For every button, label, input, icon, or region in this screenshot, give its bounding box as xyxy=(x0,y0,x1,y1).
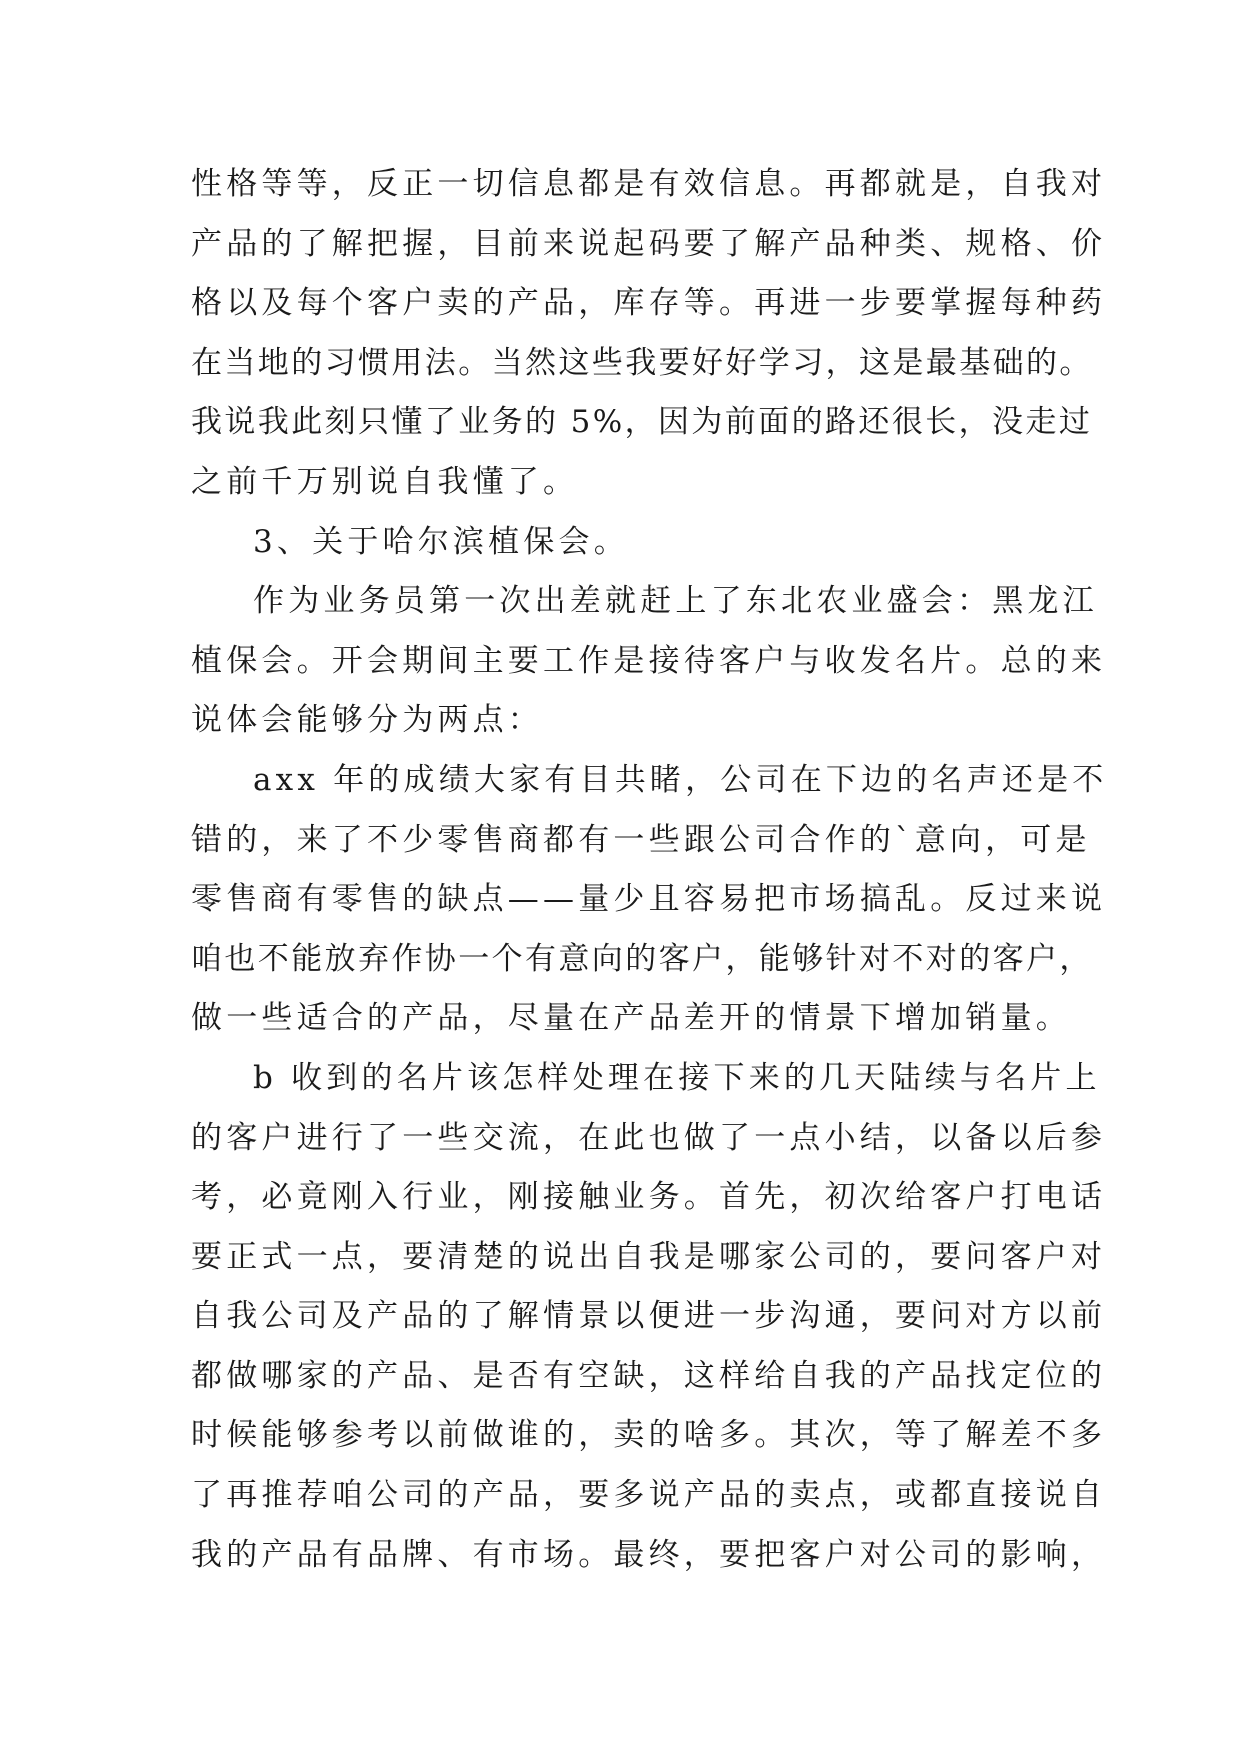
text-line: 了再推荐咱公司的产品，要多说产品的卖点，或都直接说自 xyxy=(191,1477,1107,1514)
text-line: 都做哪家的产品、是否有空缺，这样给自我的产品找定位的 xyxy=(191,1357,1107,1394)
text-line: 做一些适合的产品，尽量在产品差开的情景下增加销量。 xyxy=(191,1000,1071,1037)
text-line: 要正式一点，要清楚的说出自我是哪家公司的，要问客户对 xyxy=(191,1238,1107,1275)
text-line: 之前千万别说自我懂了。 xyxy=(191,463,579,500)
text-line: 零售商有零售的缺点——量少且容易把市场搞乱。反过来说 xyxy=(191,881,1107,918)
text-line: 说体会能够分为两点： xyxy=(191,702,543,739)
text-line: 在当地的习惯用法。当然这些我要好好学习，这是最基础的。 xyxy=(191,344,1093,381)
text-line: axx 年的成绩大家有目共睹，公司在下边的名声还是不 xyxy=(253,761,1108,798)
text-line: 性格等等，反正一切信息都是有效信息。再都就是，自我对 xyxy=(191,166,1107,202)
text-line: 格以及每个客户卖的产品，库存等。再进一步要掌握每种药 xyxy=(191,285,1107,322)
text-line: 自我公司及产品的了解情景以便进一步沟通，要问对方以前 xyxy=(191,1298,1107,1335)
text-line: 的客户进行了一些交流，在此也做了一点小结，以备以后参 xyxy=(191,1119,1107,1156)
text-line: 时候能够参考以前做谁的，卖的啥多。其次，等了解差不多 xyxy=(191,1417,1107,1454)
text-line: 我的产品有品牌、有市场。最终，要把客户对公司的影响， xyxy=(191,1536,1107,1573)
text-line: 我说我此刻只懂了业务的 5%，因为前面的路还很长，没走过 xyxy=(191,404,1093,441)
text-line: 考，必竟刚入行业，刚接触业务。首先，初次给客户打电话 xyxy=(191,1179,1107,1216)
document-body xyxy=(191,155,1108,1585)
text-line: 植保会。开会期间主要工作是接待客户与收发名片。总的来 xyxy=(191,642,1107,679)
text-line: 错的，来了不少零售商都有一些跟公司合作的`意向，可是 xyxy=(191,821,1091,858)
text-line: b 收到的名片该怎样处理在接下来的几天陆续与名片上 xyxy=(253,1059,1101,1096)
section-heading: 3、关于哈尔滨植保会。 xyxy=(253,523,629,560)
text-line: 产品的了解把握，目前来说起码要了解产品种类、规格、价 xyxy=(191,225,1107,262)
text-line: 咱也不能放弃作协一个有意向的客户，能够针对不对的客户， xyxy=(191,940,1093,977)
text-line: 作为业务员第一次出差就赶上了东北农业盛会：黑龙江 xyxy=(253,583,1098,620)
